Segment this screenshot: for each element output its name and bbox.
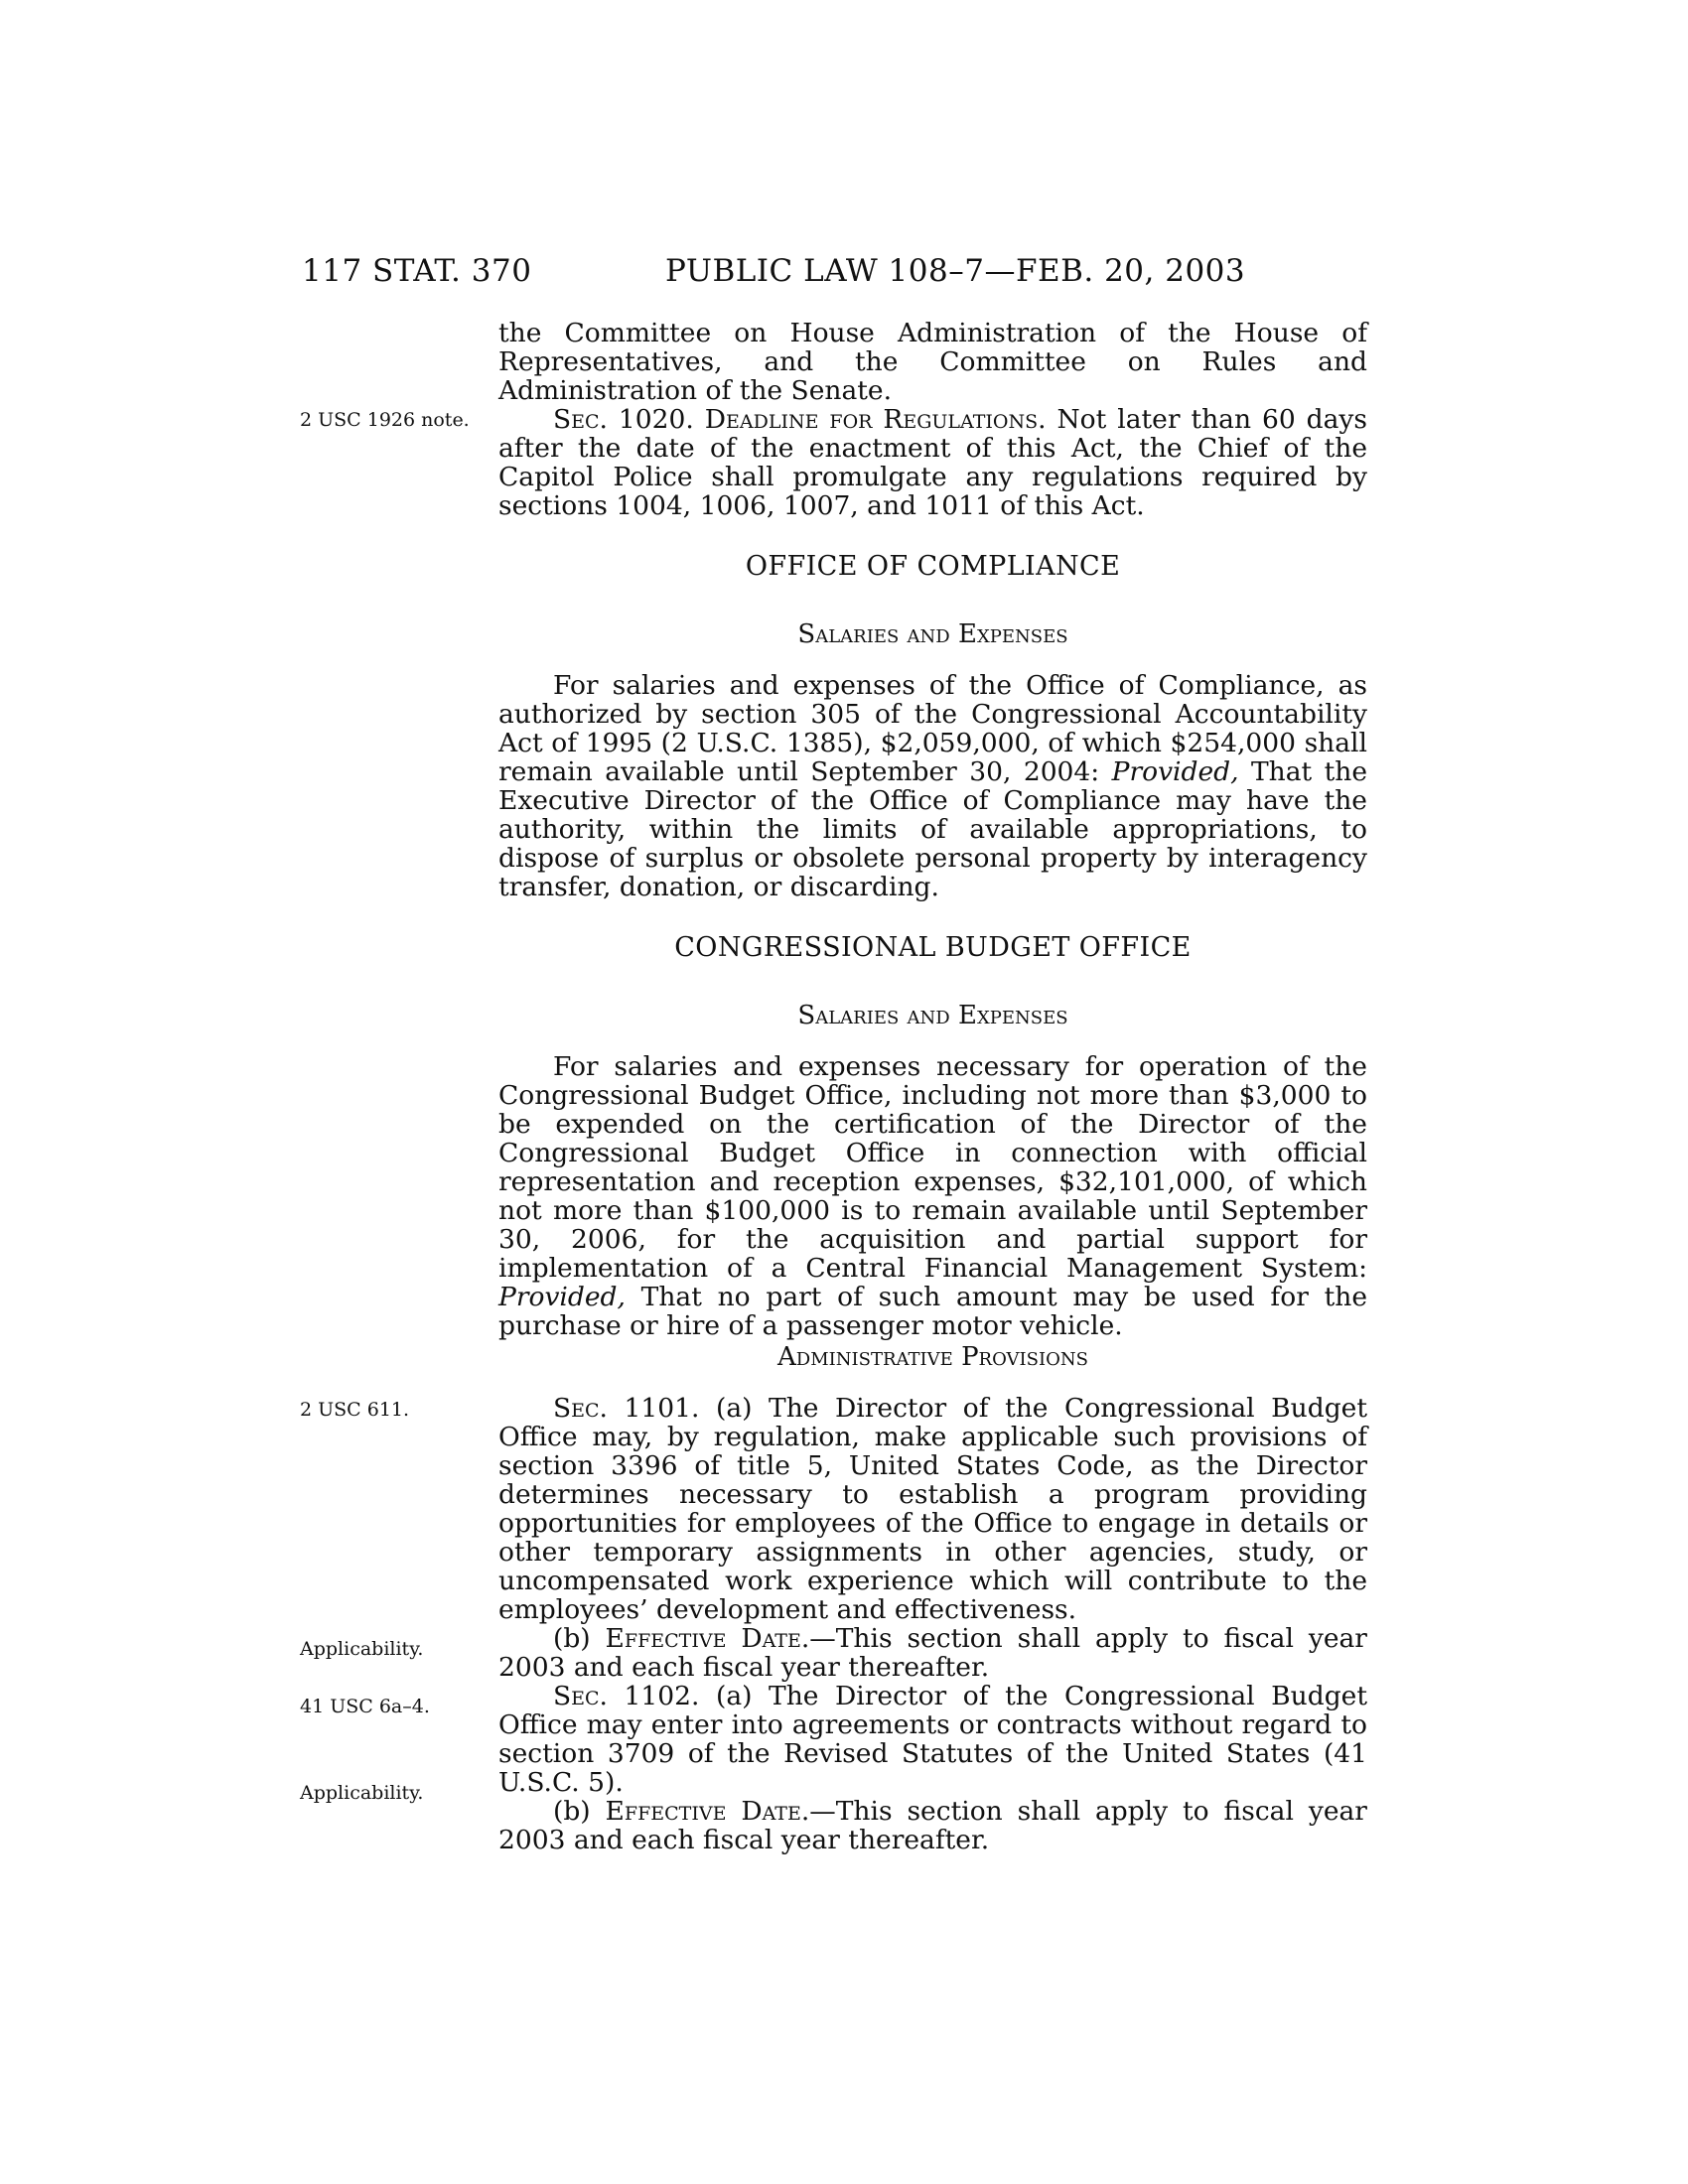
provided-word: Provided,	[498, 1282, 626, 1312]
heading-compliance-salaries	[498, 620, 1367, 649]
section-number: Sec. 1101.	[553, 1393, 700, 1424]
agency-title-cbo	[498, 933, 1367, 962]
text-part-a: For salaries and expenses of the Office of Compliance, as authorized by section 305 of the Congressional Accountability Act of 1995 (2 U.S.C. 1385), $2,059,000, of which $254,000 shall remain available until September 30, 2004:	[498, 670, 1367, 787]
running-title: PUBLIC LAW 108–7—FEB. 20, 2003	[665, 253, 1246, 289]
section-1101-a	[498, 1394, 1367, 1624]
text-part-b: That no part of such amount may be used for the purchase or hire of a passenger motor vehicle.	[498, 1282, 1367, 1341]
subsection-text: .—This section shall apply to fiscal year 2003 and each fiscal year thereafter.	[498, 1623, 1367, 1683]
section-number: Sec. 1020.	[553, 404, 694, 435]
text-part-a: For salaries and expenses necessary for operation of the Congressional Budget Office, including not more than $3,000 to be expended on the certification of the Director of the Congressional Budget Office in connection with official representation and reception expenses, $32,101,000, of which not more than $100,000 is to remain available until September 30, 2006, for the acquisition and partial support for implementation of a Central Financial Management System:	[498, 1051, 1367, 1284]
section-1101-b	[498, 1624, 1367, 1682]
margin-note-usc-611: 2 USC 611.	[300, 1399, 410, 1421]
section-1102-a	[498, 1682, 1367, 1797]
continuation-paragraph	[498, 319, 1367, 405]
provided-word: Provided,	[1111, 756, 1239, 787]
heading-administrative-provisions	[498, 1343, 1367, 1372]
agency-title-compliance	[498, 552, 1367, 581]
subsection-label: (b)	[553, 1796, 606, 1827]
section-text: (a) The Director of the Congressional Budget Office may, by regulation, make applicable such provisions of section 3396 of title 5, United States Code, as the Director determines necessary to establish a program providing opportunities for employees of the Office to engage in details or other temporary assignments in other agencies, study, or uncompensated work experience which will contribute to the employees’ development and effectiveness.	[498, 1393, 1367, 1625]
agency-title: CONGRESSIONAL BUDGET OFFICE	[674, 932, 1192, 963]
margin-note-usc-1926: 2 USC 1926 note.	[300, 409, 470, 431]
subheading: Salaries and Expenses	[797, 1001, 1068, 1030]
margin-note-usc-6a4: 41 USC 6a–4.	[300, 1696, 430, 1717]
subsection-heading: Effective Date	[605, 1623, 801, 1654]
margin-note-applicability: Applicability.	[300, 1638, 424, 1660]
cbo-paragraph	[498, 1052, 1367, 1340]
subheading: Administrative Provisions	[777, 1342, 1088, 1372]
agency-title: OFFICE OF COMPLIANCE	[745, 551, 1121, 582]
margin-note-applicability-2: Applicability.	[300, 1782, 424, 1804]
subheading: Salaries and Expenses	[797, 619, 1068, 649]
section-1102-b	[498, 1797, 1367, 1854]
subsection-label: (b)	[553, 1623, 606, 1654]
subsection-heading: Effective Date	[605, 1796, 801, 1827]
section-number: Sec. 1102.	[553, 1681, 700, 1711]
section-1020-paragraph	[498, 405, 1367, 520]
section-text: Not later than 60 days after the date of the enactment of this Act, the Chief of the Capitol Police shall promulgate any regulations required by sections 1004, 1006, 1007, and 1011 of this Act.	[498, 404, 1367, 521]
compliance-text	[498, 671, 1367, 901]
heading-cbo-salaries	[498, 1002, 1367, 1030]
text-part-b: That the Executive Director of the Office of Compliance may have the authority, within the limits of available appropriations, to dispose of surplus or obsolete personal property by interagency transfer, donation, or discarding.	[498, 756, 1367, 902]
compliance-paragraph	[498, 671, 1367, 901]
subsection-text: .—This section shall apply to fiscal year 2003 and each fiscal year thereafter.	[498, 1796, 1367, 1855]
section-1101	[498, 1394, 1367, 1854]
section-text: (a) The Director of the Congressional Budget Office may enter into agreements or contracts without regard to section 3709 of the Revised Statutes of the United States (41 U.S.C. 5).	[498, 1681, 1367, 1798]
paragraph-text: the Committee on House Administration of the House of Representatives, and the Committee on Rules and Administration of the Senate.	[498, 318, 1367, 406]
section-heading: Deadline for Regulations.	[704, 404, 1047, 435]
statute-page-number: 117 STAT. 370	[302, 253, 532, 289]
section-1020	[498, 405, 1367, 520]
cbo-text	[498, 1052, 1367, 1340]
